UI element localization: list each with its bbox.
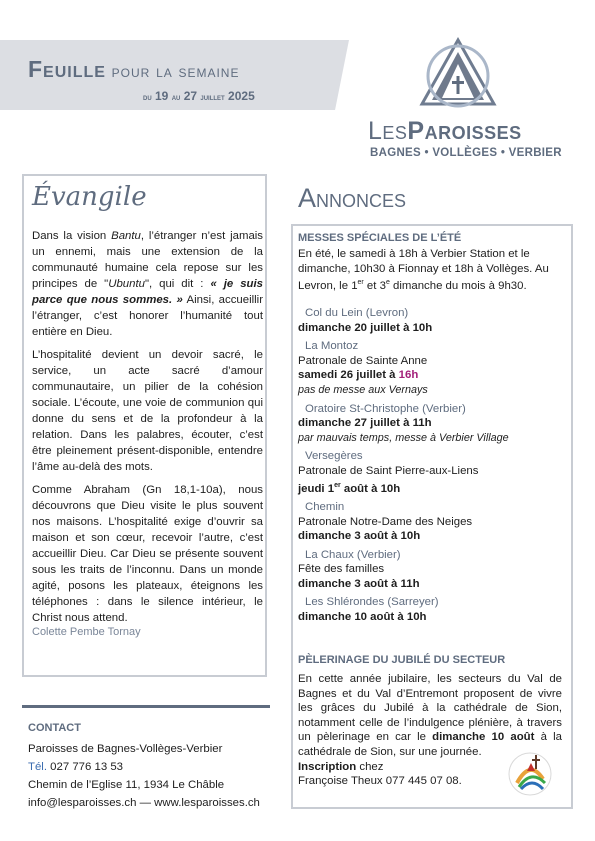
event-place: La Chaux (Verbier) <box>305 548 401 561</box>
logo-subtitle: BAGNES • VOLLÈGES • VERBIER <box>370 147 562 159</box>
gospel-paragraph-3: Comme Abraham (Gn 18,1-10a), nous découvrons que Dieu visite le plus souvent nos maisons. L’hospitalité exige d’ouvrir sa maison et son cœur, recevoir l’autre, c’est accueillir Dieu. Car Dieu se présente souvent sous les traits de l’inconnu. Dans un monde agité, posons les plateaux, éteignons les téléphones : dans le silence intérieur, le Christ nous attend. <box>32 484 263 624</box>
event-date-sup: er <box>334 481 341 489</box>
event-date-highlight: 16h <box>398 369 419 382</box>
logo-name-bold: Paroisses <box>407 117 522 145</box>
event-place: Versegères <box>305 450 363 463</box>
contact-phone-number: 027 776 13 53 <box>47 761 124 773</box>
event-title: Patronale Notre-Dame des Neiges <box>298 515 473 528</box>
header-dates-start: 19 <box>151 89 172 103</box>
event-place: Chemin <box>305 500 345 513</box>
pilgrimage-inscription-rest: chez <box>356 760 384 773</box>
contact-body <box>28 740 260 812</box>
contact-org: Paroisses de Bagnes-Vollèges-Verbier <box>28 743 223 755</box>
masses-intro-sup1: er <box>357 279 364 286</box>
contact-links <box>28 794 260 812</box>
gospel-paragraph-1 <box>32 228 263 340</box>
event-date <box>298 368 566 383</box>
event-place: Les Shlérondes (Sarreyer) <box>305 596 439 609</box>
pilgrimage-text-b: à la cathédrale de Sion, sur une journée. <box>298 731 562 758</box>
event-date <box>298 479 566 496</box>
contact-address: Chemin de l’Eglise 11, 1934 Le Châble <box>28 779 225 791</box>
event-place: La Montoz <box>305 340 359 353</box>
pilgrimage-text-a: En cette année jubilaire, les secteurs du Val de Bagnes et du Val d’Entremont proposent de vivre les grâces du Jubilé à la cathédrale de Sion, notamment celle de l’indulgence plénière, à travers un pèlerinage en car le <box>298 673 562 744</box>
events-list <box>298 306 566 629</box>
gospel-p1-b: , l’étranger n’est jamais un ennemi, mais une extension de la communauté humaine cela repose sur les principes de " <box>32 230 264 290</box>
header-dates-year: 2025 <box>224 89 255 103</box>
masses-intro-b: et 3 <box>363 279 386 292</box>
masses-intro-sup2: e <box>385 279 390 286</box>
event-date-rest: août à 10h <box>340 482 401 495</box>
logo-name <box>368 117 522 146</box>
announcements-title-initial: A <box>298 183 317 213</box>
event-date-text: samedi 26 juillet à <box>298 369 399 382</box>
announcements-title <box>298 183 406 214</box>
header-dates-month: juillet <box>200 92 225 102</box>
gospel-p1-c: ", qui dit : <box>144 278 211 290</box>
event-note: par mauvais temps, messe à Verbier Village <box>298 431 509 444</box>
event-item <box>298 449 566 496</box>
gospel-p1-italic2: Ubuntu <box>108 278 145 290</box>
header-title <box>28 56 239 83</box>
announcements-title-rest: nnonces <box>316 185 407 213</box>
header-title-rest: pour la semaine <box>105 62 240 81</box>
gospel-p1-a: Dans la vision <box>32 230 112 242</box>
paroisses-logo-icon <box>418 36 498 110</box>
logo-name-light: Les <box>368 117 408 145</box>
event-date: dimanche 3 août à 11h <box>298 577 420 590</box>
pilgrimage-contact: Françoise Theux 077 445 07 08. <box>298 775 462 788</box>
contact-website-link[interactable]: www.lesparoisses.ch <box>154 797 260 809</box>
event-item <box>298 339 566 397</box>
event-title: Fête des familles <box>298 563 385 576</box>
masses-intro <box>298 247 566 293</box>
event-date: dimanche 3 août à 10h <box>298 530 421 543</box>
header-dates-end: 27 <box>180 89 201 103</box>
event-date: dimanche 10 août à 10h <box>298 611 427 624</box>
contact-divider <box>22 705 270 708</box>
contact-email-link[interactable]: info@lesparoisses.ch <box>28 797 137 809</box>
event-note: pas de messe aux Vernays <box>298 383 428 396</box>
gospel-paragraph-2: L’hospitalité devient un devoir sacré, le service, un acte sacré d’amour communautaire, un pilier de la cohésion sociale. L’écoute, une voie de communion qui donne du sens et de la profondeur à la relation. Dans les palabres, écouter, c’est être pleinement présent-disponible, entendre l’âme au-delà des mots. <box>32 349 263 473</box>
event-date-text: jeudi 1 <box>298 482 335 495</box>
event-date: dimanche 20 juillet à 10h <box>298 321 433 334</box>
event-title: Patronale de Sainte Anne <box>298 354 428 367</box>
pilgrimage-inscription-label: Inscription <box>298 760 357 773</box>
header-dates-mid: au <box>171 92 181 102</box>
header-dates-prefix: du <box>143 92 152 102</box>
event-place: Oratoire St-Christophe (Verbier) <box>305 402 466 415</box>
gospel-p1-d: Ainsi, accueillir l’étranger, c’est honorer l’humanité tout entière en Dieu. <box>32 294 263 338</box>
masses-intro-a: En été, le samedi à 18h à Verbier Station et le dimanche, 10h30 à Fionnay et 18h à Vollèges. Au Levron, le 1 <box>298 248 549 292</box>
event-item <box>298 500 566 544</box>
contact-heading: CONTACT <box>28 722 81 734</box>
event-item <box>298 595 566 624</box>
event-place: Col du Lein (Levron) <box>305 307 409 319</box>
contact-phone[interactable] <box>28 758 260 776</box>
gospel-title: Évangile <box>32 182 147 212</box>
event-item <box>298 306 566 335</box>
section-heading-masses: MESSES SPÉCIALES DE L’ÉTÉ <box>298 232 462 244</box>
event-title: Patronale de Saint Pierre-aux-Liens <box>298 464 479 477</box>
pilgrimage-date: dimanche 10 août <box>432 731 535 744</box>
contact-separator: — <box>136 797 155 809</box>
gospel-signature: Colette Pembe Tornay <box>32 626 141 638</box>
contact-phone-label: Tél. <box>28 761 47 773</box>
masses-intro-c: dimanche du mois à 9h30. <box>389 279 527 292</box>
event-item <box>298 548 566 592</box>
header-title-word: Feuille <box>28 56 106 82</box>
gospel-text <box>32 228 263 633</box>
gospel-p1-quote: « je suis parce que nous sommes. » <box>32 278 263 306</box>
jubile-logo-icon <box>505 749 555 799</box>
section-heading-pilgrimage: PÈLERINAGE DU JUBILÉ DU SECTEUR <box>298 654 506 666</box>
event-item <box>298 402 566 446</box>
gospel-p1-italic: Bantu <box>111 230 141 242</box>
header-dates <box>143 89 255 103</box>
event-date: dimanche 27 juillet à 11h <box>298 417 432 430</box>
